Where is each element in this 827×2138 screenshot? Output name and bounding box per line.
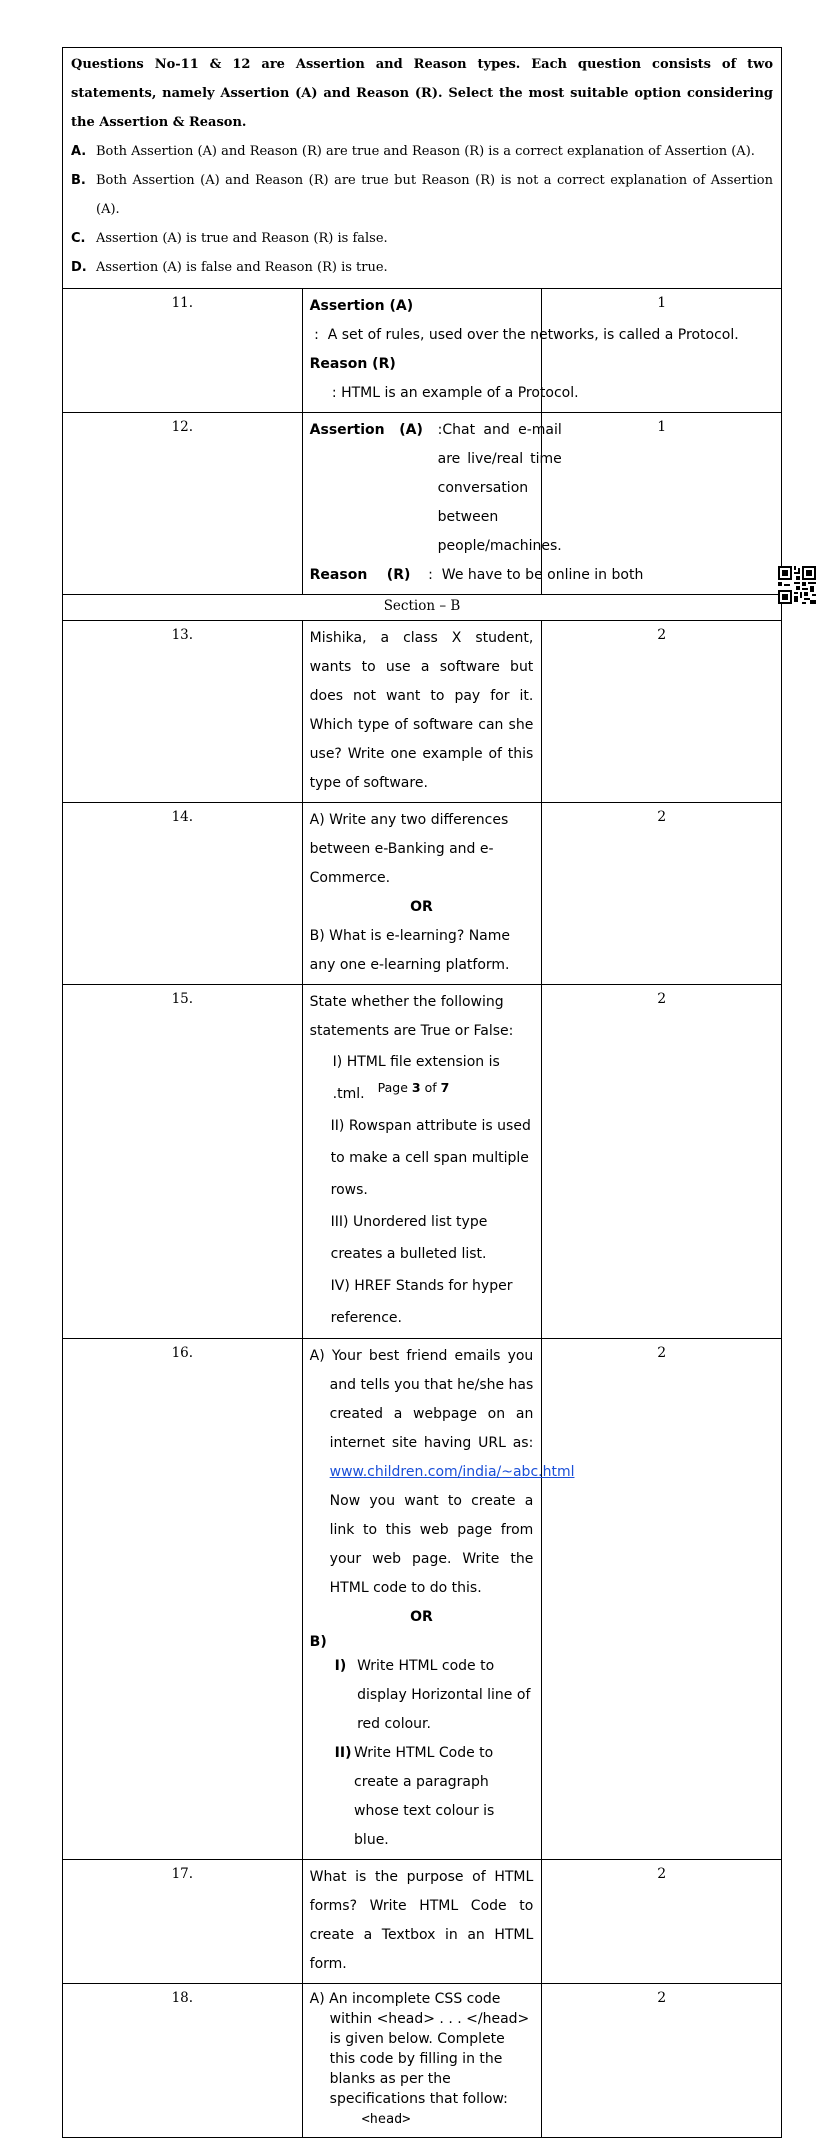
question-text bbox=[302, 1984, 542, 2138]
marks: 2 bbox=[542, 985, 782, 1339]
question-text: What is the purpose of HTML forms? Write HTML Code to create a Textbox in an HTML form. bbox=[302, 1860, 542, 1984]
instructions-intro: Questions No-11 & 12 are Assertion and Reason types. Each question consists of two statements, namely Assertion (A) and Reason (R). Select the most suitable option considering the Assertion & Reason. bbox=[71, 57, 773, 130]
assertion-text: :Chat and e-mail are live/real time conversation between people/machines. bbox=[437, 422, 562, 554]
question-body: A) An incomplete CSS code within <head> . . . </head> is given below. Complete this code by filling in the blanks as per the specifications that follow: bbox=[309, 1991, 530, 2107]
question-row-16 bbox=[63, 1339, 782, 1860]
question-number: 17. bbox=[63, 1860, 303, 1984]
reason-text: : We have to be online in both bbox=[410, 567, 644, 583]
question-text bbox=[302, 803, 542, 985]
marks: 2 bbox=[542, 803, 782, 985]
option-d: D. Assertion (A) is false and Reason (R) is true. bbox=[71, 260, 388, 275]
question-row-11 bbox=[63, 289, 782, 413]
statement-item: IV) HREF Stands for hyper reference. bbox=[330, 1278, 513, 1326]
question-text: Mishika, a class X student, wants to use a software but does not want to pay for it. Which type of software can she use? Write one example of this type of software. bbox=[302, 621, 542, 803]
question-number: 18. bbox=[63, 1984, 303, 2138]
question-stem: State whether the following statements are True or False: bbox=[309, 994, 514, 1039]
reason-text: : HTML is an example of a Protocol. bbox=[309, 385, 579, 401]
option-b: B. Both Assertion (A) and Reason (R) are true but Reason (R) is not a correct explanation of Assertion (A). bbox=[71, 173, 773, 217]
reason-label: Reason (R) bbox=[309, 567, 411, 583]
or-label: OR bbox=[410, 1609, 433, 1625]
marks: 1 bbox=[542, 289, 782, 413]
assertion-label: Assertion (A) bbox=[309, 298, 414, 314]
section-heading: Section – B bbox=[63, 595, 782, 621]
qr-code-icon bbox=[778, 566, 816, 604]
instructions-cell bbox=[63, 48, 782, 289]
choice-a: A) Write any two differences between e-Banking and e-Commerce. bbox=[309, 812, 509, 886]
section-b-row bbox=[63, 595, 782, 621]
question-row-18 bbox=[63, 1984, 782, 2138]
question-number: 15. bbox=[63, 985, 303, 1339]
assertion-text: : A set of rules, used over the networks, is called a Protocol. bbox=[309, 327, 739, 343]
marks: 2 bbox=[542, 1984, 782, 2138]
sub-item: I) Write HTML code to display Horizontal line of red colour. bbox=[334, 1658, 531, 1732]
question-row-15 bbox=[63, 985, 782, 1339]
option-a: A. Both Assertion (A) and Reason (R) are true and Reason (R) is a correct explanation of Assertion (A). bbox=[71, 144, 755, 159]
question-row-13 bbox=[63, 621, 782, 803]
question-number: 11. bbox=[63, 289, 303, 413]
or-label: OR bbox=[410, 899, 433, 915]
marks: 2 bbox=[542, 1860, 782, 1984]
question-text bbox=[302, 289, 739, 413]
code-line: <head> bbox=[361, 2111, 411, 2127]
url-link[interactable]: www.children.com/india/~abc.html bbox=[329, 1464, 575, 1480]
question-row-14 bbox=[63, 803, 782, 985]
marks: 1 bbox=[542, 413, 782, 595]
question-number: 12. bbox=[63, 413, 303, 595]
question-row-17 bbox=[63, 1860, 782, 1984]
choice-a: A) Your best friend emails you and tells you that he/she has created a webpage on an internet site having URL as: www.children.com/india/~abc.html bbox=[309, 1348, 575, 1480]
question-row-12 bbox=[63, 413, 782, 595]
choice-b-label: B) bbox=[309, 1634, 327, 1650]
current-page: 3 bbox=[411, 1080, 421, 1095]
instructions-row bbox=[63, 48, 782, 289]
question-number: 14. bbox=[63, 803, 303, 985]
question-text bbox=[302, 413, 644, 595]
marks: 2 bbox=[542, 621, 782, 803]
total-pages: 7 bbox=[440, 1080, 450, 1095]
question-text bbox=[302, 1339, 575, 1860]
option-c: C. Assertion (A) is true and Reason (R) is false. bbox=[71, 231, 388, 246]
question-number: 16. bbox=[63, 1339, 303, 1860]
marks: 2 bbox=[542, 1339, 782, 1860]
statement-item: III) Unordered list type creates a bulleted list. bbox=[330, 1214, 488, 1262]
sub-item: II) Write HTML Code to create a paragraph whose text colour is blue. bbox=[334, 1745, 495, 1848]
question-text bbox=[302, 985, 542, 1339]
page-footer: Page 3 of 7 bbox=[377, 1080, 450, 1095]
choice-b: B) What is e-learning? Name any one e-learning platform. bbox=[309, 928, 511, 973]
question-number: 13. bbox=[63, 621, 303, 803]
assertion-label: Assertion (A) bbox=[309, 422, 423, 438]
statement-item: I) HTML file extension is .tml. bbox=[332, 1054, 500, 1102]
reason-label: Reason (R) bbox=[309, 356, 396, 372]
choice-a-task: Now you want to create a link to this web page from your web page. Write the HTML code to do this. bbox=[329, 1493, 534, 1596]
statement-item: II) Rowspan attribute is used to make a cell span multiple rows. bbox=[330, 1118, 531, 1198]
